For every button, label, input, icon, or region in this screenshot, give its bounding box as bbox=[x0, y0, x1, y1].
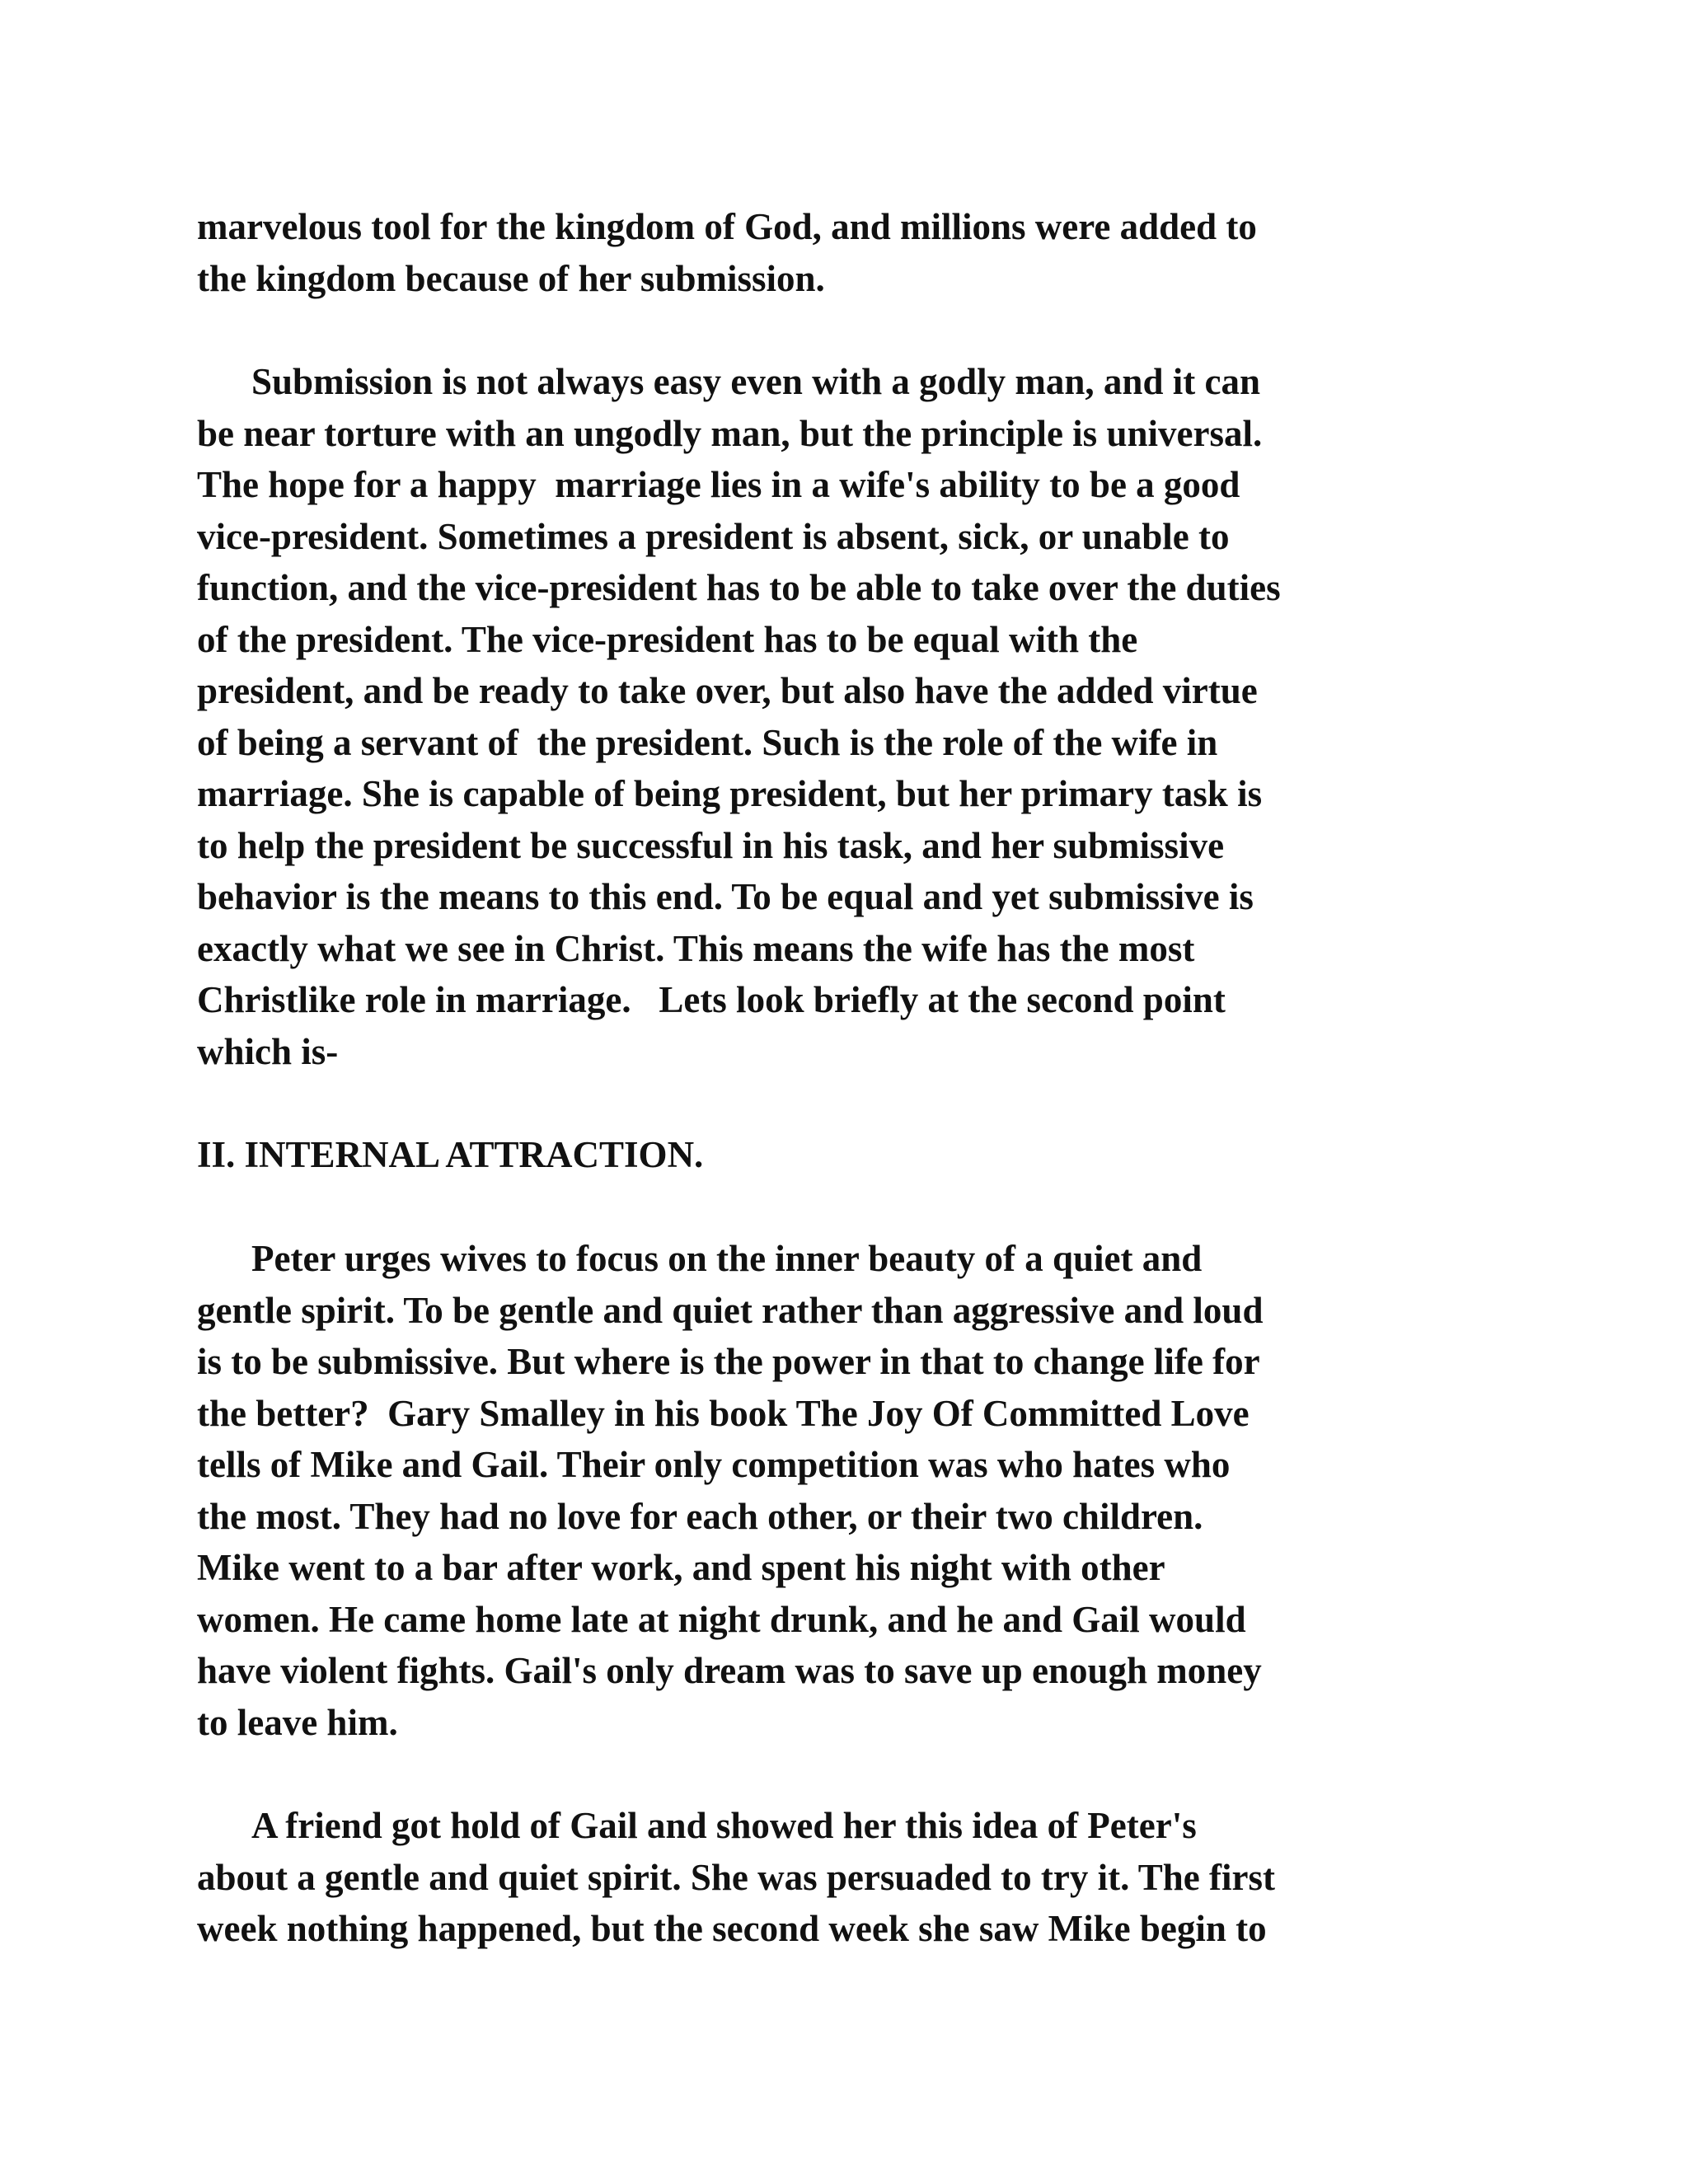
heading-text: II. INTERNAL ATTRACTION. bbox=[197, 1134, 704, 1175]
text-line: women. He came home late at night drunk, and he and Gail would bbox=[197, 1598, 1246, 1640]
paragraph-inner-beauty bbox=[197, 1233, 1483, 1748]
text-line: have violent fights. Gail's only dream was to save up enough money bbox=[197, 1650, 1262, 1691]
paragraph-continuation bbox=[197, 201, 1483, 304]
text-line: tells of Mike and Gail. Their only competition was who hates who bbox=[197, 1444, 1231, 1485]
text-line: Submission is not always easy even with a godly man, and it can bbox=[251, 361, 1260, 402]
text-line: the better? Gary Smalley in his book The Joy Of Committed Love bbox=[197, 1392, 1250, 1434]
text-line: vice-president. Sometimes a president is absent, sick, or unable to bbox=[197, 515, 1230, 557]
text-line: behavior is the means to this end. To be equal and yet submissive is bbox=[197, 876, 1254, 917]
text-line: A friend got hold of Gail and showed her this idea of Peter's bbox=[251, 1805, 1197, 1846]
text-line: is to be submissive. But where is the power in that to change life for bbox=[197, 1341, 1260, 1382]
text-line: marriage. She is capable of being president, but her primary task is bbox=[197, 773, 1263, 814]
text-line: which is- bbox=[197, 1030, 339, 1072]
text-line: The hope for a happy marriage lies in a wife's ability to be a good bbox=[197, 464, 1240, 505]
text-line: gentle spirit. To be gentle and quiet rather than aggressive and loud bbox=[197, 1289, 1264, 1331]
paragraph-friend bbox=[197, 1800, 1483, 1955]
text-line: about a gentle and quiet spirit. She was persuaded to try it. The first bbox=[197, 1856, 1275, 1898]
text-line: be near torture with an ungodly man, but the principle is universal. bbox=[197, 412, 1263, 454]
text-line: exactly what we see in Christ. This means the wife has the most bbox=[197, 927, 1195, 969]
text-line: Peter urges wives to focus on the inner beauty of a quiet and bbox=[251, 1238, 1203, 1279]
text-line: of the president. The vice-president has to be equal with the bbox=[197, 618, 1138, 660]
text-line: Mike went to a bar after work, and spent his night with other bbox=[197, 1547, 1165, 1588]
text-line: to leave him. bbox=[197, 1701, 398, 1743]
text-line: Christlike role in marriage. Lets look briefly at the second point bbox=[197, 979, 1226, 1020]
text-line: marvelous tool for the kingdom of God, and millions were added to bbox=[197, 206, 1257, 247]
text-line: of being a servant of the president. Such is the role of the wife in bbox=[197, 721, 1218, 763]
text-line: president, and be ready to take over, but also have the added virtue bbox=[197, 670, 1258, 711]
text-line: the kingdom because of her submission. bbox=[197, 257, 825, 299]
text-line: week nothing happened, but the second week she saw Mike begin to bbox=[197, 1908, 1267, 1949]
text-line: to help the president be successful in his task, and her submissive bbox=[197, 824, 1225, 866]
text-line: function, and the vice-president has to be able to take over the duties bbox=[197, 567, 1281, 608]
paragraph-submission bbox=[197, 356, 1483, 1077]
section-heading bbox=[197, 1129, 1483, 1181]
text-line: the most. They had no love for each other, or their two children. bbox=[197, 1495, 1203, 1537]
